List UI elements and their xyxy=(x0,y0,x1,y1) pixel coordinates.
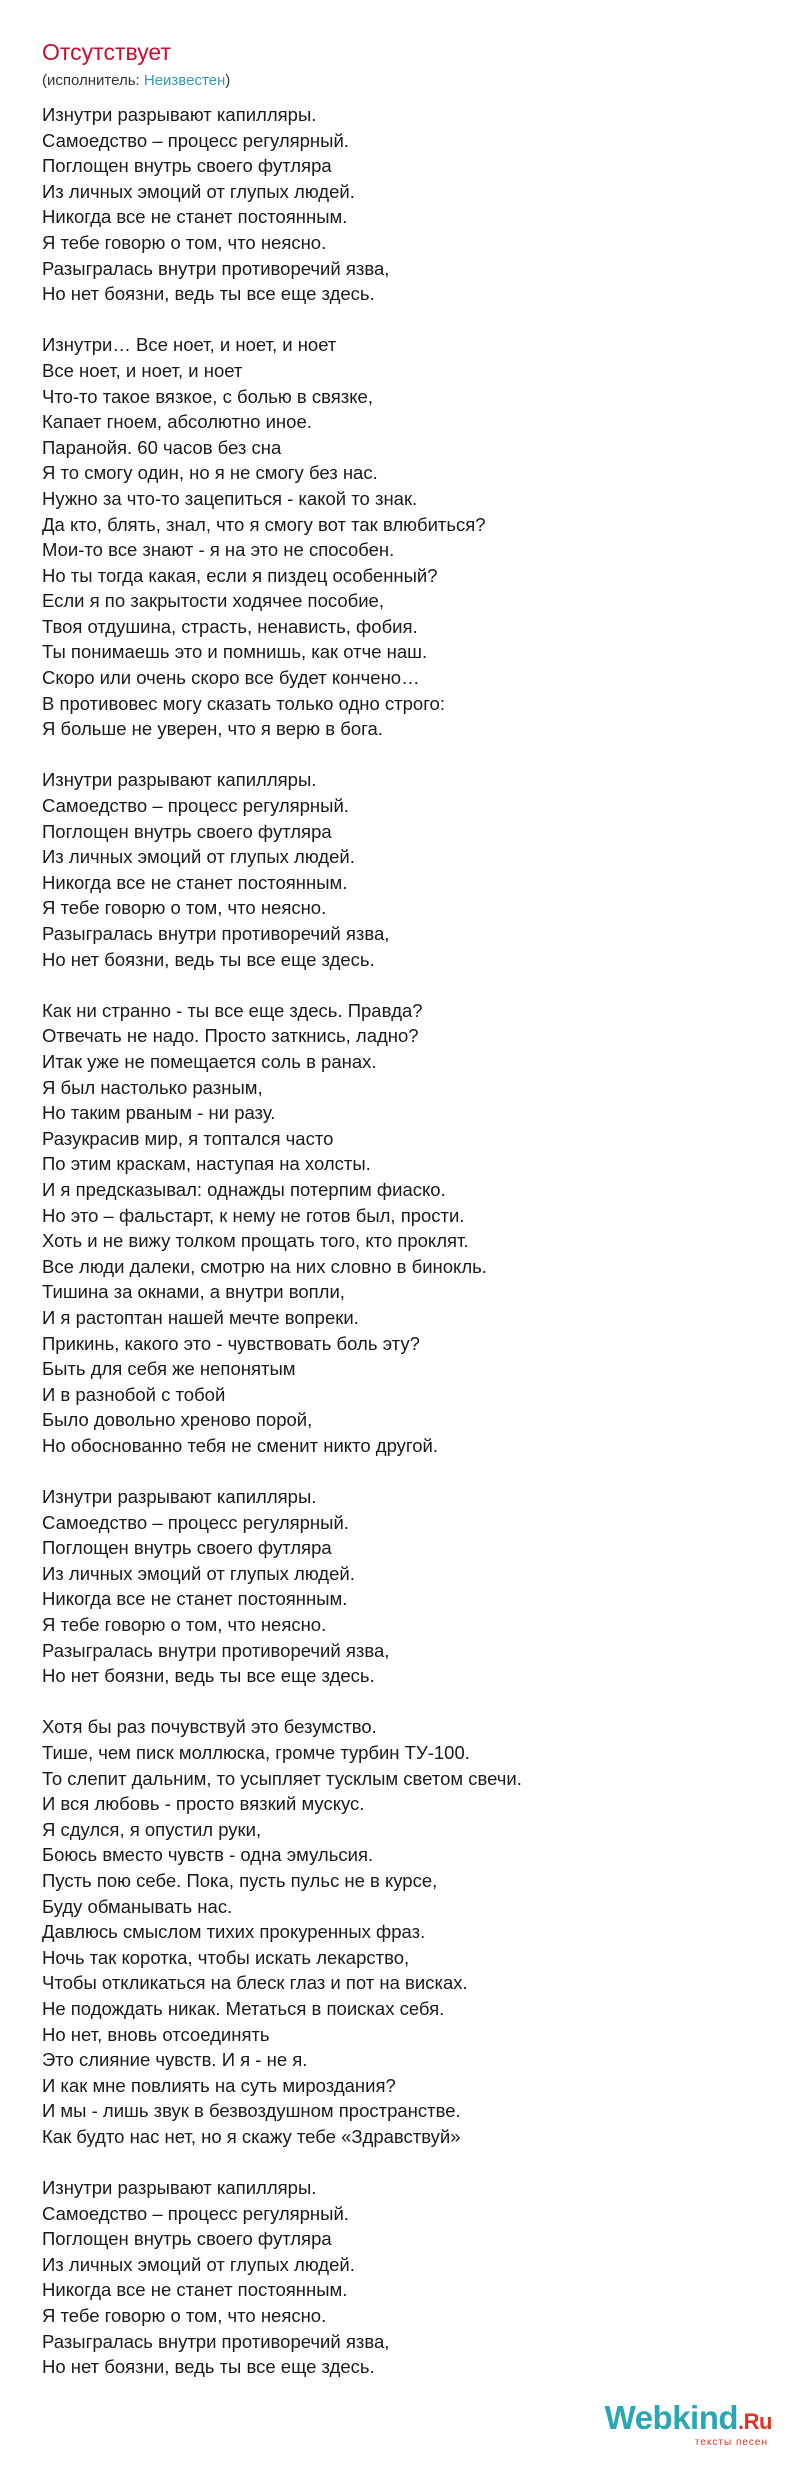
lyric-line: Изнутри разрывают капилляры. xyxy=(42,769,317,791)
lyrics-stanza xyxy=(42,1714,762,2149)
lyric-line: Тише, чем писк моллюска, громче турбин ТУ-100. xyxy=(42,1742,470,1763)
song-header xyxy=(42,38,230,90)
lyric-line: Но нет боязни, ведь ты все еще здесь. xyxy=(42,948,375,970)
lyric-line: Самоедство – процесс регулярный. xyxy=(42,129,349,151)
lyric-line: Я больше не уверен, что я верю в бога. xyxy=(42,718,383,740)
lyrics-stanza xyxy=(42,2175,762,2380)
site-logo[interactable] xyxy=(605,2401,772,2448)
lyric-line: Но таким рваным - ни разу. xyxy=(42,1102,276,1124)
lyric-line: Боюсь вместо чувств - одна эмульсия. xyxy=(42,1844,374,1866)
lyric-line: Поглощен внутрь своего футляра xyxy=(42,820,332,842)
lyric-line: Все люди далеки, смотрю на них словно в бинокль. xyxy=(42,1255,487,1277)
lyric-line: Из личных эмоций от глупых людей. xyxy=(42,1562,355,1584)
lyric-line: Разыгралась внутри противоречий язва, xyxy=(42,923,390,944)
lyric-line: Все ноет, и ноет, и ноет xyxy=(42,359,243,381)
lyric-line: Поглощен внутрь своего футляра xyxy=(42,2228,332,2250)
lyric-line: Капает гноем, абсолютно иное. xyxy=(42,411,312,433)
lyric-line: Я то смогу один, но я не смогу без нас. xyxy=(42,462,378,484)
lyric-line: Разыгралась внутри противоречий язва, xyxy=(42,2330,390,2352)
lyric-line: Мои-то все знают - я на это не способен. xyxy=(42,539,395,561)
lyric-line: Я тебе говорю о том, что неясно. xyxy=(42,897,327,919)
lyric-line: Я сдулся, я опустил руки, xyxy=(42,1818,262,1840)
lyric-line: Поглощен внутрь своего футляра xyxy=(42,155,332,177)
lyric-line: Из личных эмоций от глупых людей. xyxy=(42,846,355,868)
lyric-line: Я тебе говорю о том, что неясно. xyxy=(42,2305,327,2327)
lyric-line: Если я по закрытости ходячее пособие, xyxy=(42,590,384,612)
lyric-line: Пусть пою себе. Пока, пусть пульс не в курсе, xyxy=(42,1869,438,1891)
lyrics-body xyxy=(42,102,762,2405)
lyric-line: Это слияние чувств. И я - не я. xyxy=(42,2049,308,2071)
lyric-line: Ты понимаешь это и помнишь, как отче наш. xyxy=(42,641,428,663)
lyrics-stanza xyxy=(42,102,762,307)
logo-tld: .Ru xyxy=(738,2409,772,2434)
lyric-line: И вся любовь - просто вязкий мускус. xyxy=(42,1793,365,1815)
lyric-line: То слепит дальним, то усыпляет тусклым светом свечи. xyxy=(42,1767,522,1789)
lyric-line: И мы - лишь звук в безвоздушном пространстве. xyxy=(42,2100,461,2122)
lyric-line: Как будто нас нет, но я скажу тебе «Здравствуй» xyxy=(42,2125,461,2147)
logo-wordmark xyxy=(605,2401,772,2439)
performer-link[interactable]: Неизвестен xyxy=(143,72,226,89)
lyric-line: Разыгралась внутри противоречий язва, xyxy=(42,257,390,279)
logo-subtitle: тексты песен xyxy=(694,2437,768,2448)
lyric-line: Чтобы откликаться на блеск глаз и пот на висках. xyxy=(42,1972,468,1994)
lyric-line: Никогда все не станет постоянным. xyxy=(42,206,348,228)
lyric-line: Поглощен внутрь своего футляра xyxy=(42,1537,332,1559)
lyric-line: Как ни странно - ты все еще здесь. Правда? xyxy=(42,999,423,1021)
lyric-line: И как мне повлиять на суть мироздания? xyxy=(42,2074,396,2096)
lyric-line: Никогда все не станет постоянным. xyxy=(42,871,348,893)
lyric-line: Я тебе говорю о том, что неясно. xyxy=(42,1614,327,1636)
lyric-line: Но ты тогда какая, если я пиздец особенный? xyxy=(42,564,438,586)
lyric-line: Из личных эмоций от глупых людей. xyxy=(42,180,355,202)
lyric-line: Хоть и не вижу толком прощать того, кто проклят. xyxy=(42,1230,469,1252)
song-title: Отсутствует xyxy=(42,39,171,65)
lyric-line: Изнутри… Все ноет, и ноет, и ноет xyxy=(42,334,337,356)
lyric-line: Но обоснованно тебя не сменит никто другой. xyxy=(42,1434,439,1456)
lyric-line: Итак уже не помещается соль в ранах. xyxy=(42,1050,377,1072)
lyric-line: Давлюсь смыслом тихих прокуренных фраз. xyxy=(42,1921,426,1943)
lyric-line: Самоедство – процесс регулярный. xyxy=(42,1511,349,1533)
lyric-line: По этим краскам, наступая на холсты. xyxy=(42,1153,371,1175)
lyric-line: Из личных эмоций от глупых людей. xyxy=(42,2253,355,2275)
performer-line xyxy=(42,72,230,90)
lyric-line: Хотя бы раз почувствуй это безумство. xyxy=(42,1716,377,1738)
lyric-line: Но нет боязни, ведь ты все еще здесь. xyxy=(42,2356,375,2378)
lyric-line: Не подождать никак. Метаться в поисках себя. xyxy=(42,1997,445,2019)
lyric-line: Изнутри разрывают капилляры. xyxy=(42,2177,317,2199)
lyric-line: Твоя отдушина, страсть, ненависть, фобия. xyxy=(42,615,418,637)
lyric-line: Я был настолько разным, xyxy=(42,1076,263,1098)
lyric-line: Разукрасив мир, я топтался часто xyxy=(42,1127,334,1149)
lyrics-stanza xyxy=(42,767,762,972)
lyrics-stanza xyxy=(42,332,762,742)
lyric-line: Паранойя. 60 часов без сна xyxy=(42,436,282,458)
performer-suffix: ) xyxy=(225,72,231,89)
lyric-line: Я тебе говорю о том, что неясно. xyxy=(42,231,327,253)
performer-prefix: (исполнитель: xyxy=(42,72,144,89)
lyric-line: Что-то такое вязкое, с болью в связке, xyxy=(42,385,373,407)
lyric-line: Быть для себя же непонятым xyxy=(42,1358,296,1380)
lyric-line: Но нет боязни, ведь ты все еще здесь. xyxy=(42,1665,375,1687)
lyric-line: Изнутри разрывают капилляры. xyxy=(42,1486,317,1508)
lyrics-stanza xyxy=(42,1484,762,1689)
lyric-line: Отвечать не надо. Просто заткнись, ладно? xyxy=(42,1025,419,1047)
lyric-line: И в разнобой с тобой xyxy=(42,1383,226,1405)
lyric-line: Но нет, вновь отсоединять xyxy=(42,2023,270,2045)
lyric-line: Изнутри разрывают капилляры. xyxy=(42,104,317,125)
lyric-line: Буду обманывать нас. xyxy=(42,1895,233,1917)
lyric-line: Самоедство – процесс регулярный. xyxy=(42,2202,349,2224)
lyric-line: Да кто, блять, знал, что я смогу вот так влюбиться? xyxy=(42,513,486,535)
lyric-line: Было довольно хреново порой, xyxy=(42,1409,313,1431)
lyric-line: Самоедство – процесс регулярный. xyxy=(42,795,349,817)
logo-main-text: Webkind xyxy=(604,2399,739,2436)
lyric-line: Ночь так коротка, чтобы искать лекарство, xyxy=(42,1946,410,1968)
lyric-line: Но нет боязни, ведь ты все еще здесь. xyxy=(42,283,375,305)
lyric-line: Разыгралась внутри противоречий язва, xyxy=(42,1639,390,1661)
lyric-line: И я растоптан нашей мечте вопреки. xyxy=(42,1306,359,1328)
lyric-line: И я предсказывал: однажды потерпим фиаско. xyxy=(42,1178,446,1200)
lyric-line: Скоро или очень скоро все будет кончено… xyxy=(42,667,420,689)
lyric-line: В противовес могу сказать только одно строго: xyxy=(42,692,445,714)
lyrics-stanza xyxy=(42,998,762,1459)
lyric-line: Нужно за что-то зацепиться - какой то знак. xyxy=(42,487,418,509)
lyric-line: Никогда все не станет постоянным. xyxy=(42,2279,348,2301)
lyric-line: Прикинь, какого это - чувствовать боль эту? xyxy=(42,1332,420,1354)
lyric-line: Никогда все не станет постоянным. xyxy=(42,1588,348,1610)
lyric-line: Тишина за окнами, а внутри вопли, xyxy=(42,1281,345,1303)
lyric-line: Но это – фальстарт, к нему не готов был, прости. xyxy=(42,1204,465,1226)
